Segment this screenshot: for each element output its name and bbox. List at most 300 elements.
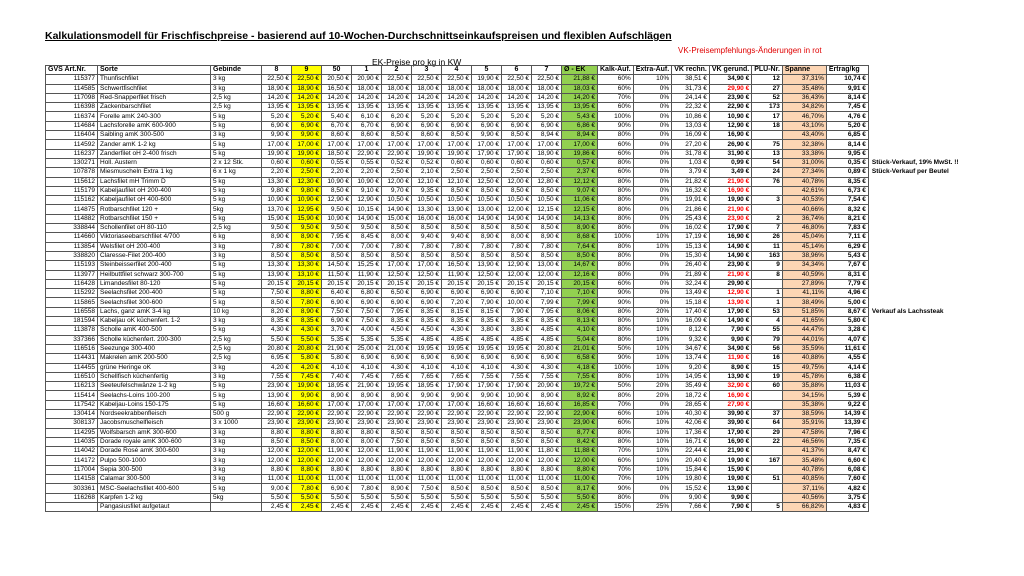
week-price-cell: 11,00 € (502, 475, 532, 484)
average-ek-cell: 14,20 € (562, 93, 598, 102)
week-price-cell: 5,20 € (442, 112, 472, 121)
extra-markup-cell: 10% (633, 409, 671, 418)
plu-cell: 24 (752, 168, 783, 177)
week-price-cell: 2,50 € (382, 168, 412, 177)
column-header: VK gerund. (709, 66, 751, 75)
margin-cell: 38,59% (782, 409, 826, 418)
week-price-cell: 10,90 € (352, 177, 382, 186)
note-cell (868, 84, 980, 93)
week-price-cell: 8,50 € (502, 251, 532, 260)
package-cell: 5 kg (211, 140, 262, 149)
note-cell (868, 493, 980, 502)
week-price-cell: 8,50 € (262, 298, 292, 307)
week-price-cell: 13,95 € (262, 103, 292, 112)
week-price-cell: 6,90 € (442, 289, 472, 298)
note-cell (868, 279, 980, 288)
article-number-cell: 114158 (46, 475, 98, 484)
week-price-cell: 9,70 € (382, 186, 412, 195)
week-price-cell: 8,50 € (382, 428, 412, 437)
week-price-cell: 23,90 € (262, 419, 292, 428)
week-price-cell: 10,90 € (322, 177, 352, 186)
vk-calculated-cell: 15,52 € (672, 484, 710, 493)
week-price-cell: 14,20 € (472, 93, 502, 102)
note-cell (868, 363, 980, 372)
package-cell: 2,5 kg (211, 103, 262, 112)
article-number-cell: 116398 (46, 103, 98, 112)
week-price-cell: 12,50 € (472, 177, 502, 186)
week-price-cell: 6,90 € (502, 289, 532, 298)
product-name-cell: Wolfsbarsch amK 300-600 (98, 428, 211, 437)
week-price-cell: 0,60 € (262, 158, 292, 167)
product-name-cell: Dorade Rosé amK 300-600 (98, 447, 211, 456)
week-price-cell: 6,95 € (262, 354, 292, 363)
week-price-cell: 2,50 € (502, 168, 532, 177)
week-price-cell: 13,95 € (322, 103, 352, 112)
week-price-cell: 8,80 € (262, 465, 292, 474)
week-price-cell: 9,80 € (292, 186, 322, 195)
week-price-cell: 23,90 € (472, 419, 502, 428)
vk-rounded-cell: 16,90 € (709, 391, 751, 400)
vk-rounded-cell: 23,90 € (709, 261, 751, 270)
week-price-cell: 12,10 € (442, 177, 472, 186)
extra-markup-cell: 10% (633, 372, 671, 381)
margin-cell: 40,59% (782, 270, 826, 279)
week-price-cell: 8,50 € (532, 437, 562, 446)
article-number-cell: 114592 (46, 140, 98, 149)
plu-cell (752, 465, 783, 474)
article-number-cell: 303361 (46, 484, 98, 493)
week-price-cell: 8,80 € (532, 465, 562, 474)
week-price-cell: 22,50 € (502, 75, 532, 84)
week-price-cell: 12,90 € (322, 196, 352, 205)
week-price-cell: 7,55 € (262, 372, 292, 381)
plu-cell: 55 (752, 326, 783, 335)
margin-cell: 42,61% (782, 186, 826, 195)
week-price-cell: 18,95 € (322, 382, 352, 391)
week-price-cell: 12,00 € (442, 456, 472, 465)
week-price-cell: 19,90 € (262, 149, 292, 158)
note-cell (868, 335, 980, 344)
week-price-cell: 7,10 € (532, 289, 562, 298)
margin-cell: 40,85% (782, 475, 826, 484)
vk-rounded-cell: 7,90 € (709, 502, 751, 511)
week-price-cell: 8,50 € (502, 484, 532, 493)
average-ek-cell: 8,50 € (562, 251, 598, 260)
column-header: Sorte (98, 66, 211, 75)
calculation-table (45, 65, 981, 512)
week-price-cell: 22,50 € (292, 75, 322, 84)
vk-calculated-cell: 38,51 € (672, 75, 710, 84)
week-price-cell: 6,90 € (442, 121, 472, 130)
yield-cell: 5,20 € (826, 121, 868, 130)
week-price-cell: 5,80 € (292, 354, 322, 363)
week-price-cell: 13,95 € (412, 103, 442, 112)
yield-cell: 10,74 € (826, 75, 868, 84)
week-price-cell: 8,50 € (412, 251, 442, 260)
week-price-cell: 14,20 € (352, 93, 382, 102)
vk-calculated-cell: 17,40 € (672, 307, 710, 316)
week-price-cell: 2,45 € (502, 502, 532, 511)
product-name-cell: grüne Heringe oK (98, 363, 211, 372)
average-ek-cell: 6,58 € (562, 354, 598, 363)
vk-calculated-cell: 31,73 € (672, 84, 710, 93)
yield-cell: 5,80 € (826, 317, 868, 326)
week-price-cell: 20,15 € (352, 279, 382, 288)
week-price-cell: 11,00 € (442, 475, 472, 484)
table-row (46, 289, 981, 298)
article-number-cell: 116428 (46, 279, 98, 288)
notes-header (868, 66, 980, 75)
week-price-cell: 8,50 € (412, 437, 442, 446)
table-row (46, 344, 981, 353)
week-price-cell: 23,90 € (532, 419, 562, 428)
note-cell (868, 186, 980, 195)
vk-calculated-cell: 40,30 € (672, 409, 710, 418)
yield-cell: 7,67 € (826, 261, 868, 270)
average-ek-cell: 13,95 € (562, 103, 598, 112)
week-price-cell: 11,90 € (352, 270, 382, 279)
week-price-cell: 8,50 € (532, 186, 562, 195)
note-cell (868, 409, 980, 418)
week-price-cell: 12,50 € (472, 270, 502, 279)
average-ek-cell: 8,17 € (562, 484, 598, 493)
week-price-cell: 7,80 € (412, 242, 442, 251)
week-price-cell: 17,00 € (322, 140, 352, 149)
extra-markup-cell: 0% (633, 270, 671, 279)
plu-cell: 2 (752, 214, 783, 223)
package-cell: 5 kg (211, 289, 262, 298)
week-price-cell: 8,90 € (262, 233, 292, 242)
margin-cell: 37,11% (782, 484, 826, 493)
note-cell: Stück-Verkauf, 19% MwSt. !! (871, 159, 959, 167)
week-price-cell: 2,45 € (262, 502, 292, 511)
calc-markup-cell: 80% (598, 372, 634, 381)
week-price-cell: 2,45 € (292, 502, 322, 511)
note-cell (868, 289, 980, 298)
week-price-cell: 6,90 € (322, 484, 352, 493)
plu-cell: 54 (752, 158, 783, 167)
extra-markup-cell: 10% (633, 344, 671, 353)
week-price-cell: 8,90 € (382, 391, 412, 400)
calc-markup-cell: 80% (598, 186, 634, 195)
vk-rounded-cell: 23,90 € (709, 93, 751, 102)
week-price-cell: 4,30 € (532, 363, 562, 372)
package-cell: 3 kg (211, 456, 262, 465)
vk-rounded-cell: 29,90 € (709, 84, 751, 93)
week-price-cell: 5,50 € (322, 493, 352, 502)
calc-markup-cell: 60% (598, 149, 634, 158)
week-price-cell: 8,50 € (442, 428, 472, 437)
table-row (46, 363, 981, 372)
vk-rounded-cell: 14,90 € (709, 242, 751, 251)
vk-rounded-cell: 21,90 € (709, 205, 751, 214)
product-name-cell: Kabeljau-Loins 150-175 (98, 400, 211, 409)
plu-cell (752, 186, 783, 195)
week-price-cell: 12,00 € (382, 177, 412, 186)
week-price-cell: 18,00 € (442, 84, 472, 93)
calc-markup-cell: 80% (598, 242, 634, 251)
vk-rounded-cell: 7,90 € (709, 326, 751, 335)
yield-cell: 3,28 € (826, 326, 868, 335)
extra-markup-cell: 10% (633, 317, 671, 326)
note-cell (868, 103, 980, 112)
week-price-cell: 14,90 € (532, 214, 562, 223)
week-price-cell: 18,90 € (292, 84, 322, 93)
article-number-cell: 116237 (46, 149, 98, 158)
product-name-cell: Calamar 300-500 (98, 475, 211, 484)
extra-markup-cell: 0% (633, 400, 671, 409)
week-price-cell: 5,50 € (292, 493, 322, 502)
week-price-cell: 22,90 € (352, 409, 382, 418)
week-price-cell: 9,35 € (412, 186, 442, 195)
week-price-cell: 8,80 € (382, 465, 412, 474)
vk-calculated-cell: 31,78 € (672, 149, 710, 158)
plu-cell: 22 (752, 437, 783, 446)
week-price-cell: 11,90 € (382, 447, 412, 456)
vk-rounded-cell: 17,90 € (709, 224, 751, 233)
week-price-cell: 8,60 € (412, 131, 442, 140)
week-price-cell: 22,90 € (472, 409, 502, 418)
week-price-cell: 8,50 € (382, 251, 412, 260)
note-cell (868, 382, 980, 391)
extra-markup-cell: 0% (633, 279, 671, 288)
calc-markup-cell: 80% (598, 493, 634, 502)
week-price-cell: 22,50 € (382, 75, 412, 84)
week-price-cell: 8,50 € (502, 437, 532, 446)
package-cell: 3 kg (211, 437, 262, 446)
calc-markup-cell: 60% (598, 456, 634, 465)
week-price-cell: 5,20 € (262, 112, 292, 121)
yield-cell: 9,22 € (826, 400, 868, 409)
calc-markup-cell: 80% (598, 317, 634, 326)
vk-rounded-cell: 26,90 € (709, 140, 751, 149)
yield-cell: 3,75 € (826, 493, 868, 502)
week-price-cell: 14,90 € (382, 205, 412, 214)
week-price-cell: 7,50 € (262, 289, 292, 298)
vk-rounded-cell: 17,90 € (709, 428, 751, 437)
average-ek-cell: 4,10 € (562, 326, 598, 335)
week-price-cell: 11,90 € (472, 447, 502, 456)
package-cell: 5 kg (211, 112, 262, 121)
week-price-cell: 15,90 € (292, 214, 322, 223)
article-number-cell: 114684 (46, 121, 98, 130)
calc-markup-cell: 100% (598, 112, 634, 121)
week-price-cell: 8,50 € (442, 484, 472, 493)
week-price-cell: 9,40 € (412, 233, 442, 242)
week-price-cell: 12,50 € (382, 270, 412, 279)
vk-calculated-cell: 16,71 € (672, 437, 710, 446)
calc-markup-cell: 60% (598, 140, 634, 149)
week-price-cell: 8,60 € (352, 131, 382, 140)
plu-cell (752, 400, 783, 409)
vk-calculated-cell: 28,65 € (672, 400, 710, 409)
week-price-cell: 4,20 € (262, 363, 292, 372)
week-price-cell: 8,50 € (532, 251, 562, 260)
margin-cell: 49,75% (782, 363, 826, 372)
yield-cell: 7,96 € (826, 428, 868, 437)
plu-cell: 53 (752, 307, 783, 316)
page-title: Kalkulationsmodell für Frischfischpreise - basierend auf 10-Wochen-Durchschnittseinkaufspreisen und flexiblen Aufschlägen (45, 30, 672, 42)
package-cell: 5 kg (211, 196, 262, 205)
week-price-cell: 8,50 € (472, 224, 502, 233)
vk-rounded-cell: 16,90 € (709, 233, 751, 242)
extra-markup-cell: 0% (633, 289, 671, 298)
table-row (46, 428, 981, 437)
column-header: PLU-Nr. (752, 66, 783, 75)
week-price-cell: 5,50 € (502, 493, 532, 502)
vk-calculated-cell: 16,32 € (672, 186, 710, 195)
week-price-cell: 6,90 € (262, 121, 292, 130)
table-row (46, 279, 981, 288)
week-price-cell: 19,95 € (412, 344, 442, 353)
week-price-cell: 11,00 € (322, 475, 352, 484)
vk-calculated-cell: 17,36 € (672, 428, 710, 437)
week-price-cell: 13,95 € (472, 103, 502, 112)
week-price-cell: 14,20 € (262, 93, 292, 102)
week-price-cell: 0,60 € (502, 158, 532, 167)
calc-markup-cell: 70% (598, 475, 634, 484)
week-price-cell: 18,00 € (532, 84, 562, 93)
week-price-cell: 7,65 € (412, 372, 442, 381)
week-price-cell: 20,15 € (442, 279, 472, 288)
article-number-cell: 115193 (46, 261, 98, 270)
note-cell (868, 465, 980, 474)
plu-cell: 1 (752, 298, 783, 307)
yield-cell: 7,60 € (826, 475, 868, 484)
week-price-cell: 6,40 € (322, 289, 352, 298)
calc-markup-cell: 80% (598, 437, 634, 446)
table-row (46, 112, 981, 121)
vk-rounded-cell: 15,90 € (709, 465, 751, 474)
article-number-cell: 115414 (46, 391, 98, 400)
article-number-cell: 181594 (46, 317, 98, 326)
package-cell: 5kg (211, 493, 262, 502)
plu-cell: 79 (752, 335, 783, 344)
product-name-cell: Lachsfilet mH Trimm D (98, 177, 211, 186)
calc-markup-cell: 80% (598, 261, 634, 270)
week-price-cell: 20,15 € (382, 279, 412, 288)
vk-rounded-cell: 21,90 € (709, 447, 751, 456)
week-price-cell: 8,50 € (532, 428, 562, 437)
week-price-cell: 10,50 € (472, 196, 502, 205)
week-price-cell: 12,00 € (532, 270, 562, 279)
vk-calculated-cell: 35,49 € (672, 382, 710, 391)
week-price-cell: 9,50 € (352, 224, 382, 233)
week-price-cell: 8,35 € (502, 317, 532, 326)
header-row (46, 66, 981, 75)
week-price-cell: 4,00 € (352, 326, 382, 335)
week-price-cell: 19,90 € (412, 149, 442, 158)
yield-cell: 7,83 € (826, 224, 868, 233)
week-price-cell: 4,30 € (292, 326, 322, 335)
margin-cell: 34,15% (782, 391, 826, 400)
week-price-cell: 6,90 € (472, 121, 502, 130)
margin-cell: 34,34% (782, 261, 826, 270)
week-price-cell: 12,00 € (502, 177, 532, 186)
week-price-cell: 11,00 € (532, 475, 562, 484)
yield-cell: 6,08 € (826, 465, 868, 474)
vk-rounded-cell: 10,90 € (709, 112, 751, 121)
vk-calculated-cell: 13,74 € (672, 354, 710, 363)
week-price-cell: 13,90 € (472, 261, 502, 270)
week-price-cell: 23,90 € (412, 419, 442, 428)
extra-markup-cell: 10% (633, 326, 671, 335)
vk-rounded-cell: 0,99 € (709, 158, 751, 167)
week-price-cell: 8,35 € (412, 307, 442, 316)
yield-cell: 7,11 € (826, 233, 868, 242)
note-cell (868, 475, 980, 484)
week-price-cell: 16,60 € (502, 400, 532, 409)
margin-cell: 44,47% (782, 326, 826, 335)
week-price-cell: 17,00 € (472, 140, 502, 149)
week-price-cell: 8,35 € (532, 317, 562, 326)
week-price-cell: 11,50 € (322, 270, 352, 279)
week-price-cell: 22,90 € (382, 149, 412, 158)
week-price-cell: 4,50 € (412, 326, 442, 335)
note-cell: Stück-Verkauf per Beutel (871, 168, 949, 176)
table-row (46, 186, 981, 195)
average-ek-cell: 11,00 € (562, 475, 598, 484)
week-price-cell: 8,35 € (412, 317, 442, 326)
extra-markup-cell: 0% (633, 186, 671, 195)
article-number-cell: 115162 (46, 196, 98, 205)
package-cell: 3 kg (211, 465, 262, 474)
week-price-cell: 8,50 € (262, 437, 292, 446)
week-price-cell: 20,15 € (472, 279, 502, 288)
product-name-cell: Seelachsfilet 200-400 (98, 289, 211, 298)
week-price-cell: 10,15 € (352, 205, 382, 214)
week-price-cell: 0,52 € (412, 158, 442, 167)
week-price-cell: 8,50 € (442, 251, 472, 260)
vk-rounded-cell: 11,90 € (709, 354, 751, 363)
vk-rounded-cell: 9,90 € (709, 493, 751, 502)
extra-markup-cell: 10% (633, 363, 671, 372)
package-cell: 3 kg (211, 447, 262, 456)
week-price-cell: 2,50 € (472, 168, 502, 177)
product-name-cell: Zander amK 1-2 kg (98, 140, 211, 149)
extra-markup-cell: 10% (633, 447, 671, 456)
column-header: 3 (412, 66, 442, 75)
calc-markup-cell: 60% (598, 75, 634, 84)
week-price-cell: 16,50 € (322, 84, 352, 93)
table-row (46, 196, 981, 205)
margin-cell: 41,65% (782, 317, 826, 326)
week-price-cell: 6,90 € (412, 121, 442, 130)
vk-rounded-cell: 32,90 € (709, 382, 751, 391)
week-price-cell: 2,10 € (412, 168, 442, 177)
week-price-cell: 20,80 € (262, 344, 292, 353)
table-row (46, 93, 981, 102)
extra-markup-cell: 10% (633, 354, 671, 363)
extra-markup-cell: 10% (633, 456, 671, 465)
average-ek-cell: 18,03 € (562, 84, 598, 93)
calc-markup-cell: 60% (598, 103, 634, 112)
yield-cell: 0,89 € (826, 168, 868, 177)
extra-markup-cell: 10% (633, 419, 671, 428)
product-name-cell: Kabeljau oK küchenfert. 1-2 (98, 317, 211, 326)
plu-cell: 5 (752, 502, 783, 511)
margin-cell: 31,00% (782, 158, 826, 167)
table-row (46, 251, 981, 260)
margin-cell: 35,91% (782, 419, 826, 428)
package-cell: 3 kg (211, 251, 262, 260)
calc-markup-cell: 70% (598, 465, 634, 474)
week-price-cell: 13,95 € (382, 103, 412, 112)
product-name-cell: Pulpo 500-1000 (98, 456, 211, 465)
average-ek-cell: 23,90 € (562, 419, 598, 428)
calc-markup-cell: 60% (598, 419, 634, 428)
week-price-cell: 5,50 € (382, 493, 412, 502)
